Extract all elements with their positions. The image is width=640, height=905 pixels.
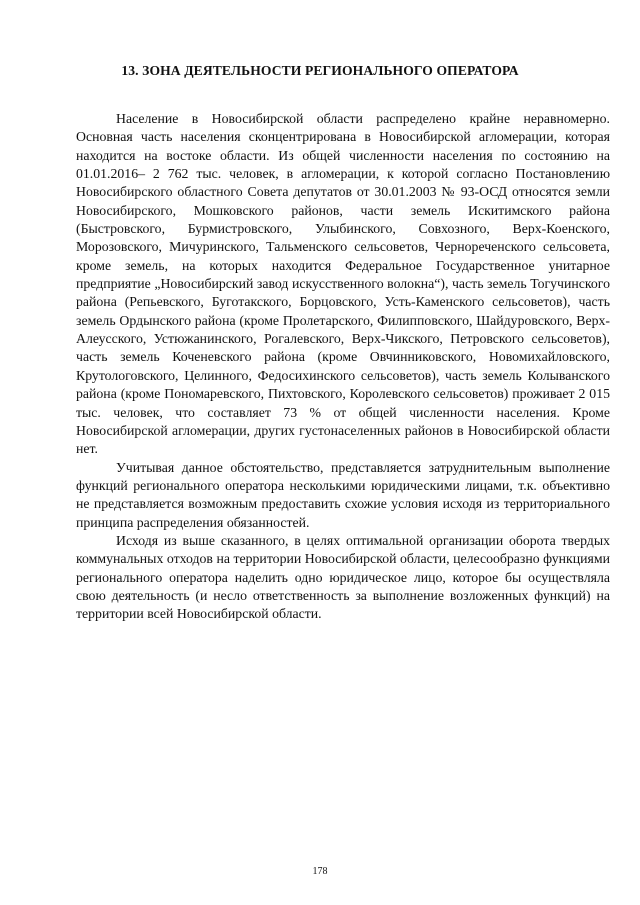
paragraph-considering: Учитывая данное обстоятельство, представляется затруднительным выполнение функций регионального оператора несколькими юридическими лицами, т.к. объективно не представляется возможным предоставить схожие условия исходя из территориального принципа распределения обязанностей. <box>76 459 610 530</box>
section-heading: 13. ЗОНА ДЕЯТЕЛЬНОСТИ РЕГИОНАЛЬНОГО ОПЕРАТОРА <box>121 63 519 78</box>
page-number: 178 <box>312 866 328 877</box>
paragraph-conclusion: Исходя из выше сказанного, в целях оптимальной организации оборота твердых коммунальных отходов на территории Новосибирской области, целесообразно функциями регионального оператора наделить одно юридическое лицо, которое бы осуществляла свою деятельность (и несло ответственность за выполнение возложенных функций) на территории всей Новосибирской области. <box>76 532 610 622</box>
paragraph-population: Население в Новосибирской области распределено крайне неравномерно. Основная часть населения сконцентрирована в Новосибирской агломерации, которая находится на востоке области. Из общей численности населения по состоянию на 01.01.2016– 2 762 тыс. человек, в агломерации, к которой согласно Постановлению Новосибирского областного Совета депутатов от 30.01.2003 № 93-ОСД относятся земли Новосибирского, Мошковского районов, части земель Искитимского района (Быстровского, Бурмистровского, Улыбинского, Совхозного, Верх-Коенского, Морозовского, Мичуринского, Тальменского сельсоветов, Черноречeнского сельсовета, кроме земель, на которых находится Федеральное Государственное унитарное предприятие „Новосибирский завод искусственного волокна“), часть земель Тогучинского района (Репьевского, Буготакского, Борцовского, Усть-Каменского сельсоветов), часть земель Ордынского района (кроме Пролетарского, Филипповского, Шайдуровского, Верх-Алеусского, Устюжанинского, Рогалевского, Верх-Чикского, Петровского сельсоветов), часть земель Коченевского района (кроме Овчинниковского, Новомихайловского, Крутологовского, Целинного, Федосихинского сельсоветов), часть земель Колыванского района (кроме Пономаревского, Пихтовского, Королевского сельсоветов) проживает 2 015 тыс. человек, что составляет 73 % от общей численности населения. Кроме Новосибирской агломерации, других густонаселенных районов в Новосибирской области нет. <box>76 111 610 457</box>
section-body <box>76 110 610 624</box>
